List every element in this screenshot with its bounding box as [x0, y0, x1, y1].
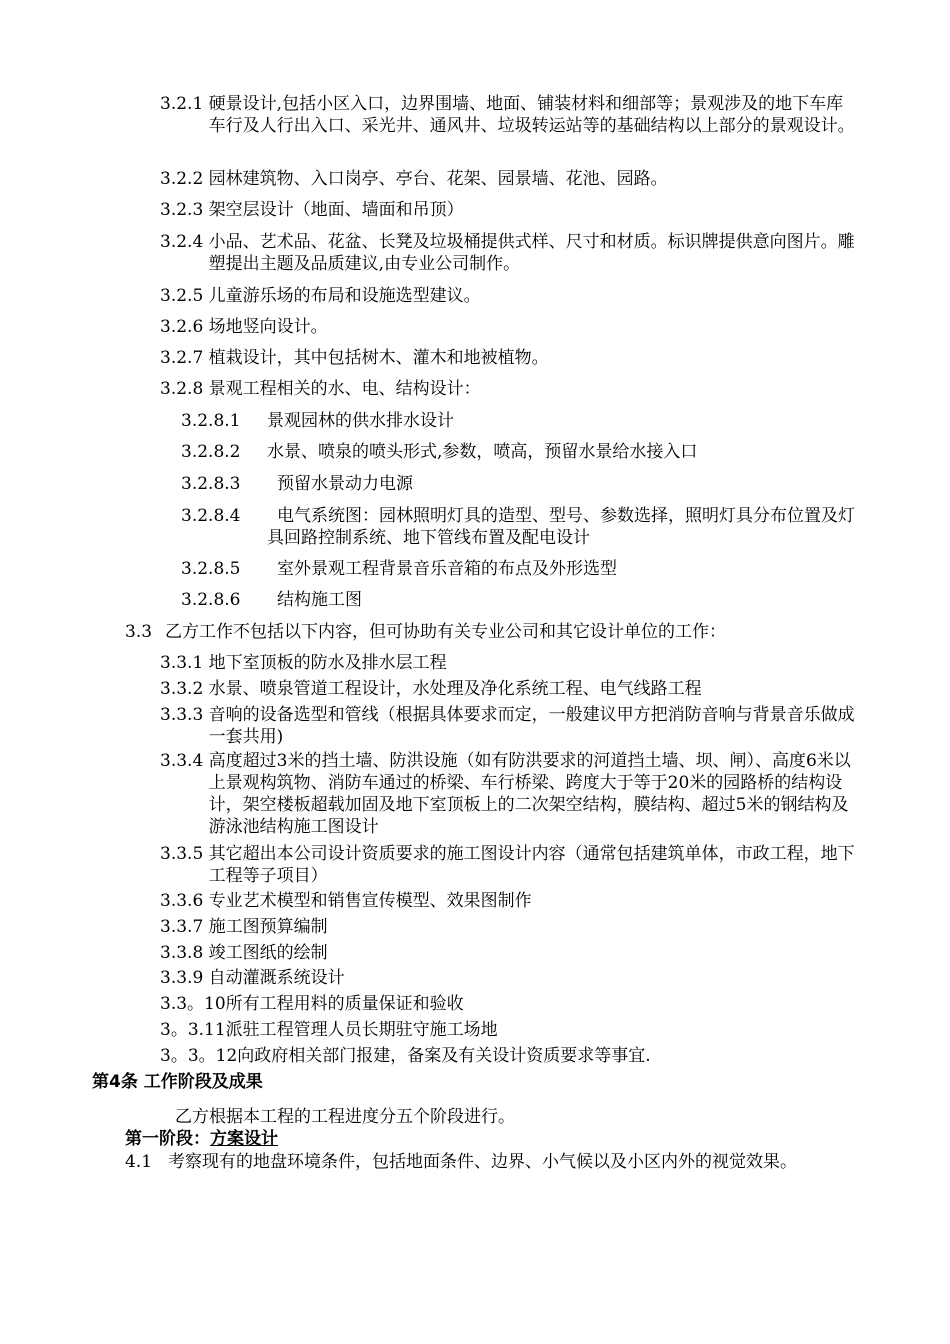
item-number: 3。3. — [160, 1020, 205, 1040]
item-number: 3.2.6 — [160, 317, 209, 337]
item-3-3-9 — [160, 967, 860, 989]
item-3-2-7 — [160, 347, 860, 369]
article-4-intro: 乙方根据本工程的工程进度分五个阶段进行。 — [175, 1107, 515, 1127]
item-number: 3.2.3 — [160, 200, 209, 220]
item-number: 3.2.8.2 — [181, 442, 241, 462]
item-3-2-4 — [160, 231, 860, 275]
item-text: 竣工图纸的绘制 — [208, 943, 328, 963]
item-text: 水景、喷泉管道工程设计，水处理及净化系统工程、电气线路工程 — [208, 679, 702, 699]
item-text: 小品、艺术品、花盆、长凳及垃圾桶提供式样、尺寸和材质。标识牌提供意向图片。雕塑提出主题及品质建议,由专业公司制作。 — [208, 232, 855, 274]
item-text: 音响的设备选型和管线（根据具体要求而定，一般建议甲方把消防音响与背景音乐做成一套共用) — [208, 705, 855, 747]
stage-1-prefix: 第一阶段： — [125, 1129, 210, 1149]
item-text: 考察现有的地盘环境条件，包括地面条件、边界、小气候以及小区内外的视觉效果。 — [168, 1152, 797, 1172]
item-number: 3.2.8.4 — [181, 506, 241, 526]
item-text: 水景、喷泉的喷头形式,参数，喷高，预留水景给水接入口 — [267, 442, 698, 462]
item-text: 11派驻工程管理人员长期驻守施工场地 — [204, 1020, 498, 1040]
item-text: 自动灌溉系统设计 — [208, 968, 345, 988]
item-3-3-10 — [160, 993, 860, 1015]
item-text: 硬景设计,包括小区入口，边界围墙、地面、铺装材料和细部等；景观涉及的地下车库车行及人行出入口、采光井、通风井、垃圾转运站等的基础结构以上部分的景观设计。 — [208, 94, 855, 136]
stage-1-title: 方案设计 — [210, 1129, 278, 1149]
item-number: 3.3.1 — [160, 653, 209, 673]
item-3-2-8-3 — [181, 473, 861, 495]
item-number: 3.3.8 — [160, 943, 209, 963]
item-3-3-4 — [160, 750, 860, 838]
item-number: 3.2.5 — [160, 286, 209, 306]
item-number: 3.2.8 — [160, 379, 209, 399]
item-number: 3.2.8.1 — [181, 411, 241, 431]
item-number: 3.2.7 — [160, 348, 209, 368]
item-text: 专业艺术模型和销售宣传模型、效果图制作 — [208, 891, 532, 911]
item-text: 电气系统图：园林照明灯具的造型、型号、参数选择，照明灯具分布位置及灯具回路控制系统、地下管线布置及配电设计 — [267, 506, 855, 548]
section-3-3-intro — [125, 621, 865, 643]
item-4-1 — [125, 1151, 860, 1173]
item-text: 景观园林的供水排水设计 — [267, 411, 454, 431]
item-text: 场地竖向设计。 — [208, 317, 328, 337]
item-number: 3.3.5 — [160, 844, 209, 864]
item-3-2-6 — [160, 316, 860, 338]
item-number: 3.3 — [125, 622, 153, 642]
item-number: 3。3。 — [160, 1046, 216, 1066]
item-3-2-8-1 — [181, 410, 861, 432]
item-3-3-1 — [160, 652, 860, 674]
item-number: 3.3.4 — [160, 751, 209, 771]
item-text: 室外景观工程背景音乐音箱的布点及外形选型 — [277, 559, 617, 579]
item-number: 3.2.4 — [160, 232, 209, 252]
item-text: 高度超过3米的挡土墙、防洪设施（如有防洪要求的河道挡土墙、坝、闸）、高度6米以上景观构筑物、消防车通过的桥梁、车行桥梁、跨度大于等于20米的园路桥的结构设计，架空楼板超载加固及地下室顶板上的二次架空结构，膜结构、超过5米的钢结构及游泳池结构施工图设计 — [208, 751, 851, 837]
item-3-3-12 — [160, 1045, 860, 1067]
item-number: 3.2.8.6 — [181, 590, 241, 610]
item-text: 地下室顶板的防水及排水层工程 — [208, 653, 447, 673]
item-number: 3.3.7 — [160, 917, 209, 937]
item-number: 3.3.6 — [160, 891, 209, 911]
item-number: 3.3.2 — [160, 679, 209, 699]
item-number: 3.2.1 — [160, 94, 209, 114]
item-number: 3.2.8.3 — [181, 474, 241, 494]
item-text: 园林建筑物、入口岗亭、亭台、花架、园景墙、花池、园路。 — [208, 169, 668, 189]
item-text: 乙方工作不包括以下内容，但可协助有关专业公司和其它设计单位的工作： — [165, 622, 726, 642]
item-text: 12向政府相关部门报建，备案及有关设计资质要求等事宜. — [215, 1046, 651, 1066]
item-3-3-7 — [160, 916, 860, 938]
item-3-2-8-4 — [181, 505, 861, 549]
item-3-3-2 — [160, 678, 860, 700]
item-3-2-2 — [160, 168, 860, 190]
item-3-3-5 — [160, 843, 860, 887]
item-text: 施工图预算编制 — [208, 917, 328, 937]
item-number: 3.3.9 — [160, 968, 209, 988]
item-3-3-11 — [160, 1019, 860, 1041]
item-3-2-3 — [160, 199, 860, 221]
item-text: 结构施工图 — [277, 590, 362, 610]
item-3-2-8-5 — [181, 558, 861, 580]
item-3-2-1 — [160, 93, 860, 137]
stage-1-heading — [125, 1128, 278, 1150]
item-number: 3.2.2 — [160, 169, 209, 189]
item-3-3-8 — [160, 942, 860, 964]
article-4-heading: 第4条 工作阶段及成果 — [92, 1072, 263, 1092]
item-text: 10所有工程用料的质量保证和验收 — [204, 994, 464, 1014]
item-3-2-5 — [160, 285, 860, 307]
item-text: 其它超出本公司设计资质要求的施工图设计内容（通常包括建筑单体，市政工程，地下工程等子项目） — [208, 844, 855, 886]
item-text: 景观工程相关的水、电、结构设计： — [208, 379, 481, 399]
item-text: 架空层设计（地面、墙面和吊顶） — [208, 200, 464, 220]
item-3-2-8-2 — [181, 441, 861, 463]
item-number: 3.3.3 — [160, 705, 209, 725]
item-number: 3.2.8.5 — [181, 559, 241, 579]
item-3-3-3 — [160, 704, 860, 748]
item-3-2-8 — [160, 378, 860, 400]
item-number: 4.1 — [125, 1152, 153, 1172]
item-text: 儿童游乐场的布局和设施选型建议。 — [208, 286, 481, 306]
item-3-2-8-6 — [181, 589, 861, 611]
item-text: 预留水景动力电源 — [277, 474, 413, 494]
item-number: 3.3。 — [160, 994, 205, 1014]
item-3-3-6 — [160, 890, 860, 912]
item-text: 植栽设计，其中包括树木、灌木和地被植物。 — [208, 348, 549, 368]
